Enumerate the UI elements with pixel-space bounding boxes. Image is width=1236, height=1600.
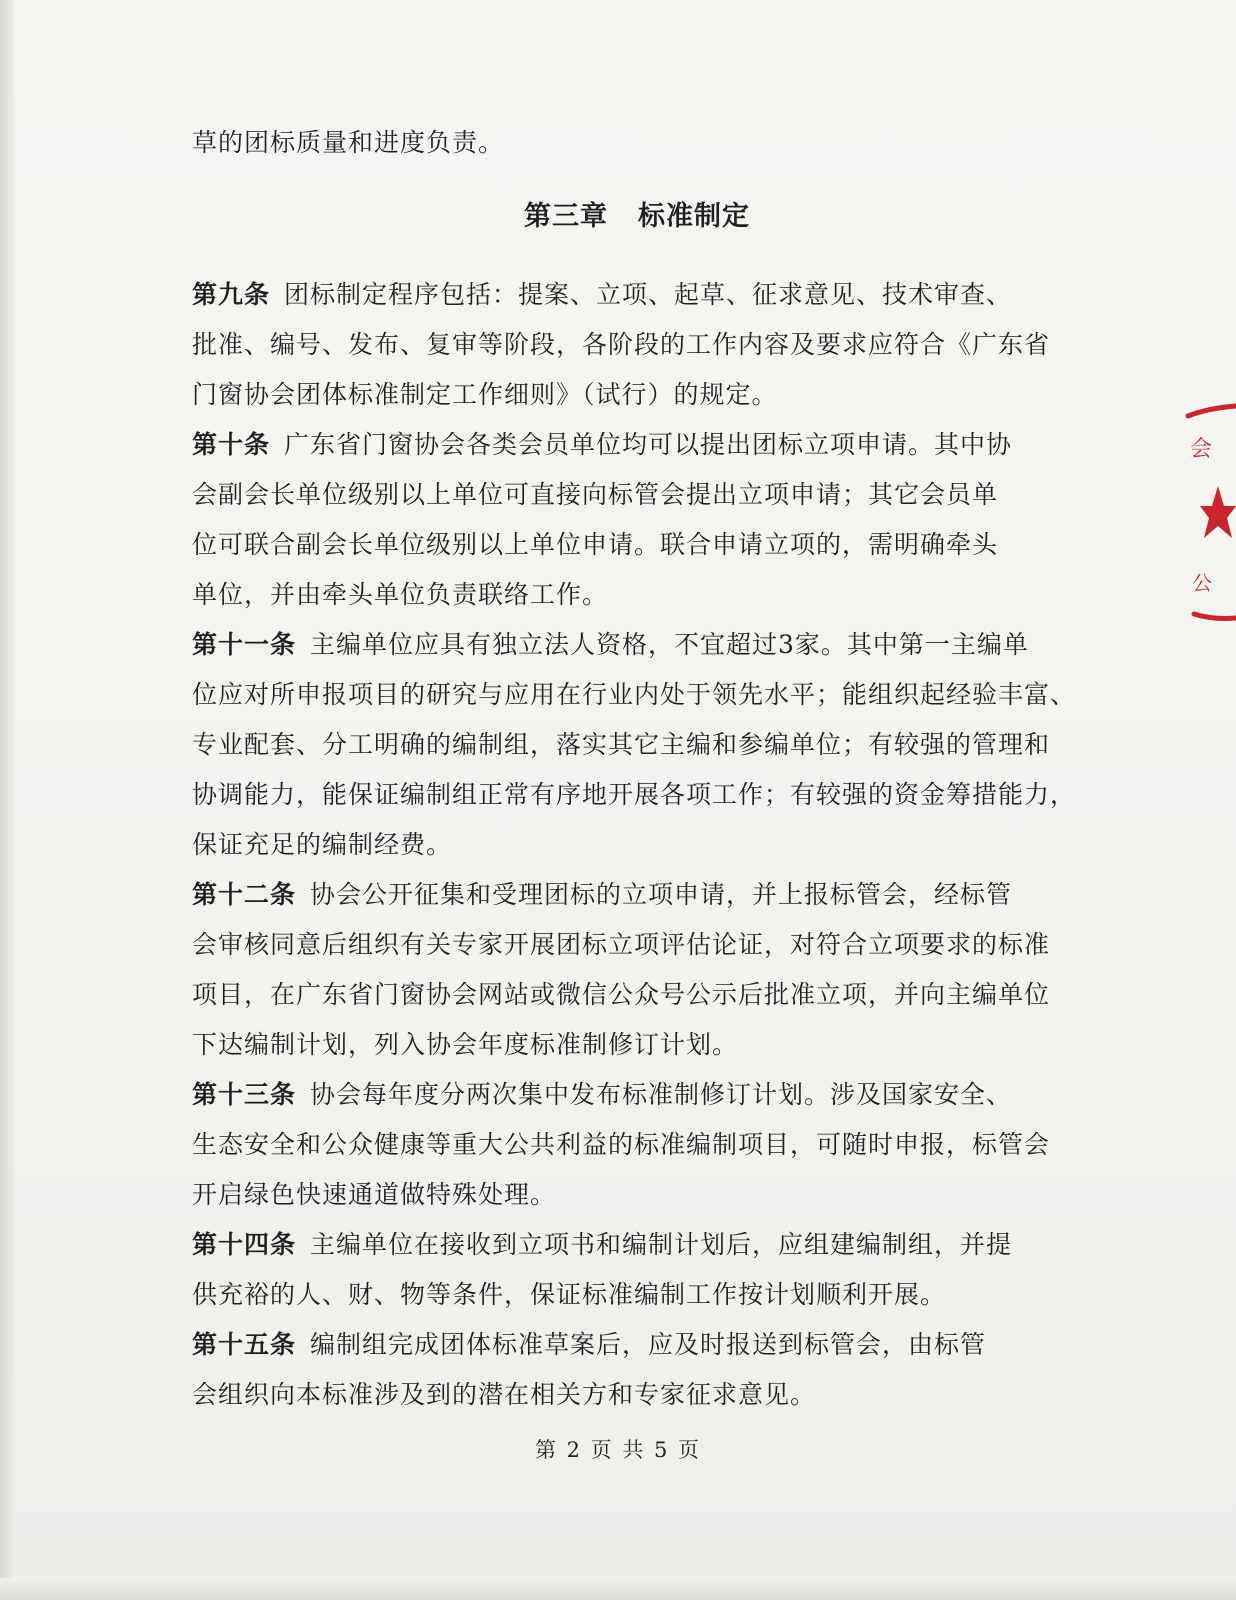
article-text: 开启绿色快速通道做特殊处理。 xyxy=(192,1180,557,1209)
article xyxy=(192,1220,1082,1320)
chapter-title: 标准制定 xyxy=(638,201,750,232)
official-seal-fragment xyxy=(1174,402,1236,632)
article-text: 主编单位在接收到立项书和编制计划后，应组建编制组，并提 xyxy=(310,1230,1013,1259)
article-line xyxy=(192,1120,1082,1170)
article xyxy=(192,620,1082,870)
article-text: 单位，并由牵头单位负责联络工作。 xyxy=(192,580,609,609)
article-line xyxy=(192,520,1082,570)
article-text: 项目，在广东省门窗协会网站或微信公众号公示后批准立项，并向主编单位 xyxy=(192,980,1051,1009)
article-line xyxy=(192,770,1082,820)
article-text: 批准、编号、发布、复审等阶段，各阶段的工作内容及要求应符合《广东省 xyxy=(192,330,1051,359)
article-text: 会副会长单位级别以上单位可直接向标管会提出立项申请；其它会员单 xyxy=(192,480,999,509)
article xyxy=(192,270,1082,420)
article-text: 供充裕的人、财、物等条件，保证标准编制工作按计划顺利开展。 xyxy=(192,1280,947,1309)
svg-text:公: 公 xyxy=(1192,571,1212,595)
article-line xyxy=(192,470,1082,520)
article-text: 主编单位应具有独立法人资格，不宜超过3家。其中第一主编单 xyxy=(310,630,1029,659)
intro-line: 草的团标质量和进度负责。 xyxy=(192,128,505,157)
article-number: 第九条 xyxy=(192,280,271,309)
article-line xyxy=(192,1270,1082,1320)
article-line xyxy=(192,1020,1082,1070)
article-line xyxy=(192,1320,1082,1370)
svg-text:会: 会 xyxy=(1190,437,1213,462)
article-text: 团标制定程序包括：提案、立项、起草、征求意见、技术审查、 xyxy=(284,280,1013,309)
article-text: 广东省门窗协会各类会员单位均可以提出团标立项申请。其中协 xyxy=(284,430,1013,459)
article-line xyxy=(192,820,1082,870)
article-line xyxy=(192,1370,1082,1420)
page-bottom-edge xyxy=(0,1578,1236,1600)
article xyxy=(192,420,1082,620)
article-text: 协调能力，能保证编制组正常有序地开展各项工作；有较强的资金筹措能力， xyxy=(192,780,1077,809)
article-text: 门窗协会团体标准制定工作细则》（试行）的规定。 xyxy=(192,380,778,409)
chapter-number: 第三章 xyxy=(524,201,608,232)
article-text: 位可联合副会长单位级别以上单位申请。联合申请立项的，需明确牵头 xyxy=(192,530,999,559)
article xyxy=(192,870,1082,1070)
article-text: 生态安全和公众健康等重大公共利益的标准编制项目，可随时申报，标管会 xyxy=(192,1130,1051,1159)
article-number: 第十三条 xyxy=(192,1080,297,1109)
article-text: 专业配套、分工明确的编制组，落实其它主编和参编单位；有较强的管理和 xyxy=(192,730,1051,759)
article-text: 协会每年度分两次集中发布标准制修订计划。涉及国家安全、 xyxy=(310,1080,1013,1109)
article-number: 第十五条 xyxy=(192,1330,297,1359)
chapter-heading xyxy=(192,192,1082,242)
article-text: 协会公开征集和受理团标的立项申请，并上报标管会，经标管 xyxy=(310,880,1013,909)
article-number: 第十一条 xyxy=(192,630,297,659)
article-line xyxy=(192,1170,1082,1220)
article-line xyxy=(192,1220,1082,1270)
article-line xyxy=(192,720,1082,770)
article-line xyxy=(192,570,1082,620)
article xyxy=(192,1320,1082,1420)
article-text: 会审核同意后组织有关专家开展团标立项评估论证，对符合立项要求的标准 xyxy=(192,930,1051,959)
article-text: 会组织向本标准涉及到的潜在相关方和专家征求意见。 xyxy=(192,1380,817,1409)
article-line xyxy=(192,970,1082,1020)
article-line xyxy=(192,370,1082,420)
article-number: 第十条 xyxy=(192,430,271,459)
document-body xyxy=(192,118,1082,1420)
page-edge xyxy=(0,0,14,1600)
article-line xyxy=(192,1070,1082,1120)
article-line xyxy=(192,320,1082,370)
article-number: 第十四条 xyxy=(192,1230,297,1259)
article-text: 下达编制计划，列入协会年度标准制修订计划。 xyxy=(192,1030,739,1059)
article-line xyxy=(192,870,1082,920)
page-footer: 第 2 页 共 5 页 xyxy=(534,1438,702,1462)
article-line xyxy=(192,920,1082,970)
article xyxy=(192,1070,1082,1220)
articles-list xyxy=(192,270,1082,1420)
article-text: 编制组完成团体标准草案后，应及时报送到标管会，由标管 xyxy=(310,1330,987,1359)
article-line xyxy=(192,270,1082,320)
article-text: 位应对所申报项目的研究与应用在行业内处于领先水平；能组织起经验丰富、 xyxy=(192,680,1077,709)
article-line xyxy=(192,620,1082,670)
article-number: 第十二条 xyxy=(192,880,297,909)
article-line xyxy=(192,670,1082,720)
article-line xyxy=(192,420,1082,470)
article-text: 保证充足的编制经费。 xyxy=(192,830,453,859)
